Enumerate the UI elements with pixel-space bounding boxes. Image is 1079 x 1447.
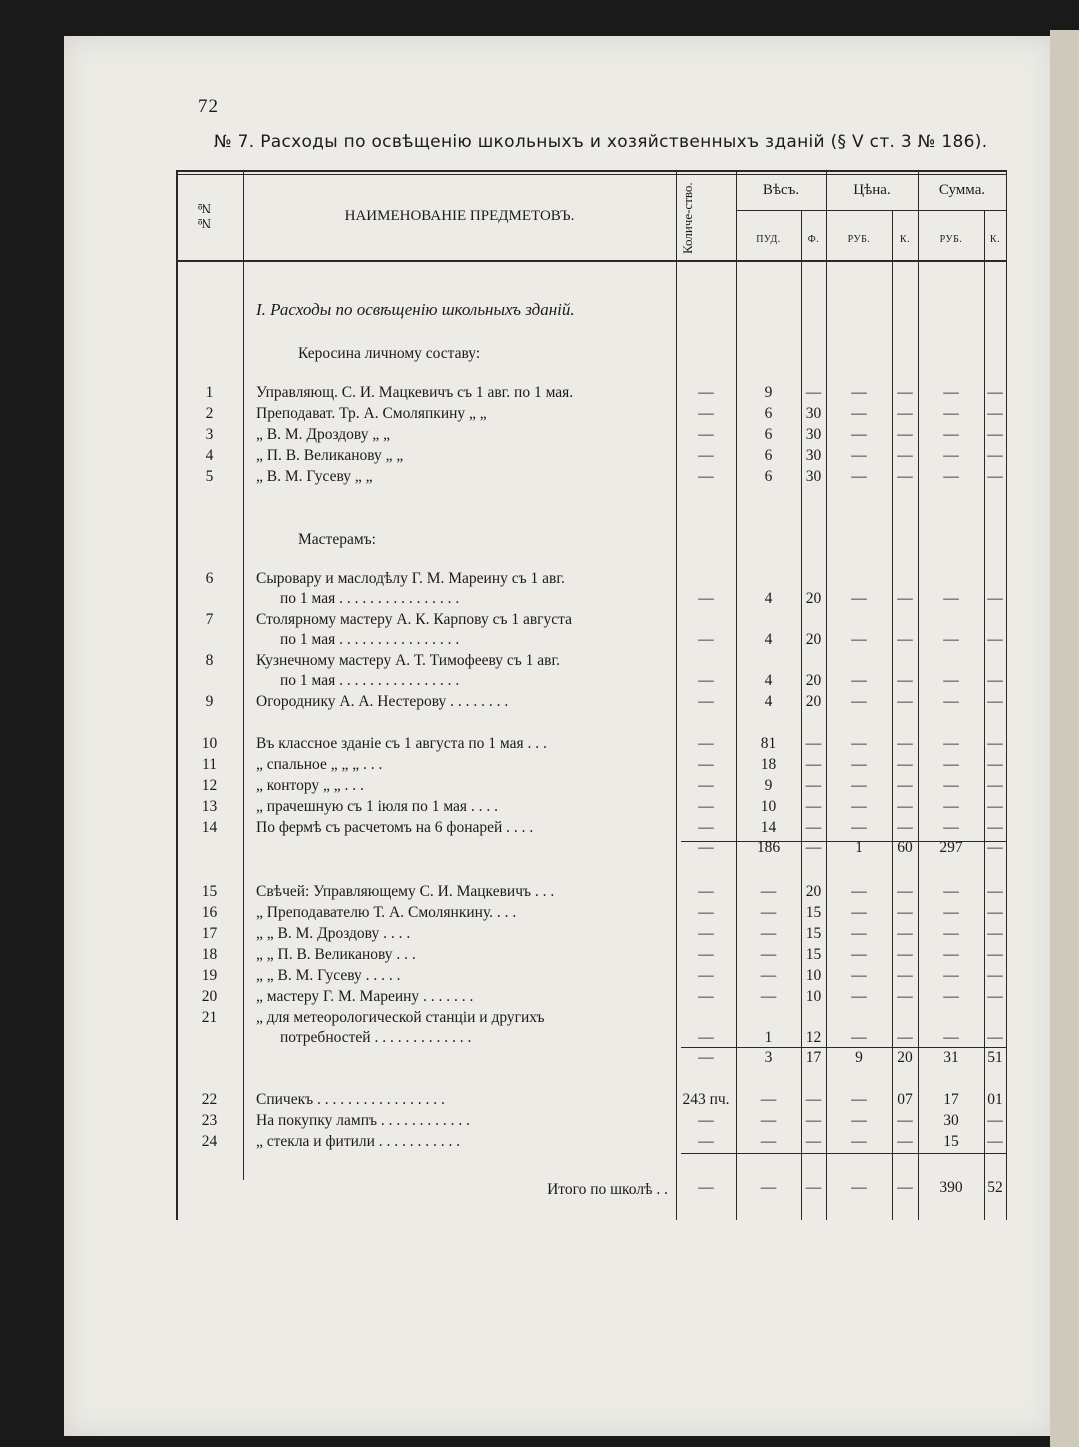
cell-q: — <box>698 1112 714 1129</box>
cell-pud: 4 <box>764 693 773 710</box>
table-title: № 7. Расходы по освѣщенію школьныхъ и хозяйственныхъ зданій (§ V ст. 3 № 186). <box>214 132 988 152</box>
total-k: — <box>897 1179 913 1196</box>
cell-rub: — <box>851 631 867 648</box>
row-number: 13 <box>201 798 218 815</box>
cell-k: — <box>897 426 913 443</box>
cell-srub: — <box>943 631 959 648</box>
cell-q: — <box>698 967 714 984</box>
cell-srub: — <box>943 904 959 921</box>
cell-f: 10 <box>805 967 822 984</box>
row-number: 17 <box>201 925 218 942</box>
cell-srub: — <box>943 819 959 836</box>
cell-k: — <box>897 1133 913 1150</box>
cell-f: — <box>805 777 822 794</box>
cell-k: — <box>897 967 913 984</box>
cell-f: — <box>805 798 822 815</box>
row-number: 23 <box>201 1112 218 1129</box>
cell-sk: — <box>987 777 1003 794</box>
header-number: №№ <box>197 200 212 230</box>
cell-k: — <box>897 777 913 794</box>
row-item-name: „ „ В. М. Гусеву . . . . . <box>256 967 401 984</box>
cell-pud: 9 <box>764 384 773 401</box>
cell-srub: — <box>943 447 959 464</box>
cell-pud: 1 <box>764 1029 773 1046</box>
cell-q: — <box>698 819 714 836</box>
cell-q: — <box>698 756 714 773</box>
total-f: — <box>805 1179 822 1196</box>
cell-rub: — <box>851 777 867 794</box>
row-item-name: „ прачешную съ 1 іюля по 1 мая . . . . <box>256 798 499 815</box>
adjacent-page-edge <box>1050 30 1079 1447</box>
cell-pud: 4 <box>764 672 773 689</box>
row-number: 19 <box>201 967 218 984</box>
cell-rub: — <box>851 967 867 984</box>
cell-q: — <box>698 946 714 963</box>
cell-q: — <box>698 447 714 464</box>
total-f: — <box>805 839 822 856</box>
cell-f: 20 <box>805 883 822 900</box>
cell-k: 07 <box>897 1091 913 1108</box>
cell-q: — <box>698 631 714 648</box>
total-srub: 31 <box>943 1049 959 1066</box>
cell-srub: — <box>943 735 959 752</box>
cell-srub: 30 <box>943 1112 959 1129</box>
cell-sk: — <box>987 384 1003 401</box>
cell-sk: — <box>987 631 1003 648</box>
cell-k: — <box>897 946 913 963</box>
cell-q: — <box>698 1029 714 1046</box>
cell-sk: — <box>987 426 1003 443</box>
cell-f: — <box>805 1091 822 1108</box>
cell-f: 10 <box>805 988 822 1005</box>
cell-q: — <box>698 426 714 443</box>
row-item-name: Въ классное зданіе съ 1 августа по 1 мая . . . <box>256 735 547 752</box>
cell-f: — <box>805 735 822 752</box>
row-number: 16 <box>201 904 218 921</box>
cell-srub: 15 <box>943 1133 959 1150</box>
row-number: 10 <box>201 735 218 752</box>
row-item-name: „ для метеорологической станціи и другихъ <box>256 1009 545 1026</box>
cell-pud: — <box>760 1133 777 1150</box>
total-sk: — <box>987 839 1003 856</box>
cell-rub: — <box>851 1112 867 1129</box>
row-number: 2 <box>205 405 214 422</box>
cell-f: 20 <box>805 590 822 607</box>
cell-q: — <box>698 904 714 921</box>
cell-rub: — <box>851 384 867 401</box>
cell-sk: — <box>987 988 1003 1005</box>
cell-rub: — <box>851 988 867 1005</box>
row-number: 4 <box>205 447 214 464</box>
cell-srub: — <box>943 883 959 900</box>
row-number: 9 <box>205 693 214 710</box>
cell-k: — <box>897 798 913 815</box>
row-item-name: Кузнечному мастеру А. Т. Тимофееву съ 1 авг. <box>256 652 560 669</box>
cell-pud: — <box>760 946 777 963</box>
cell-rub: — <box>851 590 867 607</box>
cell-rub: — <box>851 693 867 710</box>
cell-pud: — <box>760 1112 777 1129</box>
cell-f: 15 <box>805 904 822 921</box>
cell-sk: — <box>987 405 1003 422</box>
cell-pud: 6 <box>764 426 773 443</box>
cell-q: — <box>698 777 714 794</box>
header-weight: Вѣсъ. <box>762 182 800 198</box>
cell-q: — <box>698 925 714 942</box>
cell-f: — <box>805 384 822 401</box>
cell-rub: — <box>851 798 867 815</box>
row-item-name: Огороднику А. А. Нестерову . . . . . . . . <box>256 693 509 710</box>
cell-pud: 14 <box>760 819 777 836</box>
cell-f: 20 <box>805 672 822 689</box>
cell-pud: 10 <box>760 798 777 815</box>
page-number: 72 <box>198 96 219 117</box>
cell-f: 12 <box>805 1029 822 1046</box>
cell-srub: — <box>943 693 959 710</box>
cell-pud: 18 <box>760 756 777 773</box>
header-rub-price: РУБ. <box>847 234 871 245</box>
subheading-masters: Мастерамъ: <box>298 531 376 548</box>
cell-f: 15 <box>805 946 822 963</box>
cell-q: — <box>698 1133 714 1150</box>
row-item-name: По фермѣ съ расчетомъ на 6 фонарей . . . . <box>256 819 534 836</box>
cell-srub: — <box>943 798 959 815</box>
cell-srub: — <box>943 967 959 984</box>
cell-srub: — <box>943 426 959 443</box>
cell-k: — <box>897 735 913 752</box>
cell-f: — <box>805 1133 822 1150</box>
row-item-name: Свѣчей: Управляющему С. И. Мацкевичъ . . . <box>256 883 555 900</box>
cell-k: — <box>897 1029 913 1046</box>
row-number: 8 <box>205 652 214 669</box>
row-item-name-cont: по 1 мая . . . . . . . . . . . . . . . . <box>280 590 460 607</box>
cell-srub: — <box>943 777 959 794</box>
section-heading: I. Расходы по освѣщенію школьныхъ зданій. <box>256 300 575 319</box>
cell-srub: — <box>943 384 959 401</box>
cell-k: — <box>897 672 913 689</box>
row-item-name: „ В. М. Дроздову „ „ <box>256 426 390 443</box>
cell-rub: — <box>851 405 867 422</box>
cell-pud: 6 <box>764 405 773 422</box>
cell-pud: — <box>760 904 777 921</box>
cell-sk: — <box>987 819 1003 836</box>
cell-pud: — <box>760 988 777 1005</box>
row-number: 1 <box>205 384 214 401</box>
row-number: 11 <box>202 756 217 773</box>
cell-srub: — <box>943 468 959 485</box>
cell-pud: 9 <box>764 777 773 794</box>
cell-f: 20 <box>805 631 822 648</box>
cell-k: — <box>897 631 913 648</box>
row-item-name: „ П. В. Великанову „ „ <box>256 447 404 464</box>
total-q: — <box>698 1179 714 1196</box>
cell-sk: — <box>987 447 1003 464</box>
row-item-name: „ „ В. М. Дроздову . . . . <box>256 925 411 942</box>
cell-f: — <box>805 1112 822 1129</box>
total-q: — <box>698 1049 714 1066</box>
cell-f: 30 <box>805 405 822 422</box>
row-item-name: Спичекъ . . . . . . . . . . . . . . . . . <box>256 1091 445 1108</box>
header-k-price: К. <box>899 234 911 245</box>
cell-pud: 4 <box>764 590 773 607</box>
row-item-name-cont: потребностей . . . . . . . . . . . . . <box>280 1029 472 1046</box>
cell-sk: — <box>987 735 1003 752</box>
cell-k: — <box>897 384 913 401</box>
cell-sk: — <box>987 883 1003 900</box>
cell-srub: — <box>943 1029 959 1046</box>
cell-rub: — <box>851 925 867 942</box>
cell-srub: 17 <box>943 1091 959 1108</box>
row-number: 21 <box>201 1009 218 1026</box>
cell-k: — <box>897 693 913 710</box>
cell-pud: 6 <box>764 447 773 464</box>
row-item-name: „ В. М. Гусеву „ „ <box>256 468 373 485</box>
row-number: 22 <box>201 1091 218 1108</box>
row-number: 18 <box>201 946 218 963</box>
cell-q: — <box>698 468 714 485</box>
cell-rub: — <box>851 468 867 485</box>
header-f: Ф. <box>807 234 820 245</box>
cell-srub: — <box>943 756 959 773</box>
total-sk: 52 <box>987 1179 1003 1196</box>
cell-rub: — <box>851 1091 867 1108</box>
header-rub-sum: РУБ. <box>939 234 963 245</box>
row-item-name: „ „ П. В. Великанову . . . <box>256 946 416 963</box>
row-number: 5 <box>205 468 214 485</box>
cell-sk: — <box>987 967 1003 984</box>
cell-sk: — <box>987 468 1003 485</box>
cell-k: — <box>897 1112 913 1129</box>
total-rub: — <box>851 1179 867 1196</box>
cell-rub: — <box>851 883 867 900</box>
cell-k: — <box>897 883 913 900</box>
cell-srub: — <box>943 590 959 607</box>
cell-q: — <box>698 988 714 1005</box>
row-item-name: Сыровару и маслодѣлу Г. М. Мареину съ 1 авг. <box>256 570 565 587</box>
cell-srub: — <box>943 672 959 689</box>
row-number: 6 <box>205 570 214 587</box>
row-item-name: Управляющ. С. И. Мацкевичъ съ 1 авг. по 1 мая. <box>256 384 574 401</box>
row-item-name: „ контору „ „ . . . <box>256 777 364 794</box>
row-number: 20 <box>201 988 218 1005</box>
cell-pud: 6 <box>764 468 773 485</box>
cell-k: — <box>897 904 913 921</box>
row-number: 3 <box>205 426 214 443</box>
total-rub: 9 <box>855 1049 863 1066</box>
cell-q: — <box>698 405 714 422</box>
cell-k: — <box>897 756 913 773</box>
cell-q: — <box>698 883 714 900</box>
row-item-name-cont: по 1 мая . . . . . . . . . . . . . . . . <box>280 631 460 648</box>
cell-k: — <box>897 405 913 422</box>
cell-sk: — <box>987 1112 1003 1129</box>
cell-sk: — <box>987 798 1003 815</box>
cell-rub: — <box>851 1133 867 1150</box>
row-item-name-cont: по 1 мая . . . . . . . . . . . . . . . . <box>280 672 460 689</box>
cell-rub: — <box>851 1029 867 1046</box>
cell-q: — <box>698 735 714 752</box>
cell-f: — <box>805 819 822 836</box>
cell-sk: — <box>987 946 1003 963</box>
header-name: НАИМЕНОВАНІЕ ПРЕДМЕТОВЪ. <box>344 208 575 224</box>
cell-pud: 4 <box>764 631 773 648</box>
cell-sk: — <box>987 672 1003 689</box>
cell-q: — <box>698 693 714 710</box>
total-sk: 51 <box>987 1049 1003 1066</box>
cell-sk: — <box>987 904 1003 921</box>
cell-f: 20 <box>805 693 822 710</box>
header-k-sum: К. <box>989 234 1001 245</box>
total-f: 17 <box>805 1049 822 1066</box>
cell-sk: 01 <box>987 1091 1003 1108</box>
cell-rub: — <box>851 946 867 963</box>
header-quantity: Количе-ство. <box>680 182 695 254</box>
cell-q: — <box>698 798 714 815</box>
cell-srub: — <box>943 988 959 1005</box>
cell-srub: — <box>943 925 959 942</box>
row-number: 14 <box>201 819 218 836</box>
cell-sk: — <box>987 693 1003 710</box>
total-k: 60 <box>897 839 913 856</box>
cell-pud: — <box>760 883 777 900</box>
total-rub: 1 <box>855 839 863 856</box>
cell-k: — <box>897 819 913 836</box>
header-sum: Сумма. <box>938 182 986 198</box>
total-srub: 390 <box>939 1179 963 1196</box>
cell-sk: — <box>987 925 1003 942</box>
cell-rub: — <box>851 904 867 921</box>
row-item-name: „ мастеру Г. М. Мареину . . . . . . . <box>256 988 474 1005</box>
cell-f: 30 <box>805 447 822 464</box>
header-price: Цѣна. <box>853 182 891 198</box>
row-number: 12 <box>201 777 218 794</box>
subheading-kerosene: Керосина личному составу: <box>298 345 481 362</box>
row-number: 7 <box>205 611 214 628</box>
cell-pud: — <box>760 925 777 942</box>
row-item-name: „ спальное „ „ „ . . . <box>256 756 383 773</box>
total-q: — <box>698 839 714 856</box>
cell-srub: — <box>943 405 959 422</box>
total-srub: 297 <box>939 839 963 856</box>
row-item-name: Столярному мастеру А. К. Карпову съ 1 августа <box>256 611 573 628</box>
cell-f: 15 <box>805 925 822 942</box>
total-pud: — <box>760 1179 777 1196</box>
row-item-name: „ стекла и фитили . . . . . . . . . . . <box>256 1133 461 1150</box>
cell-f: — <box>805 756 822 773</box>
grand-total-label: Итого по школѣ . . <box>547 1181 668 1198</box>
cell-k: — <box>897 590 913 607</box>
cell-k: — <box>897 925 913 942</box>
cell-q: — <box>698 672 714 689</box>
row-item-name: Преподават. Тр. А. Смоляпкину „ „ <box>256 405 487 422</box>
cell-pud: — <box>760 967 777 984</box>
total-k: 20 <box>897 1049 913 1066</box>
total-pud: 186 <box>756 839 781 856</box>
cell-f: 30 <box>805 426 822 443</box>
cell-f: 30 <box>805 468 822 485</box>
cell-k: — <box>897 447 913 464</box>
cell-k: — <box>897 988 913 1005</box>
cell-rub: — <box>851 819 867 836</box>
row-item-name: На покупку лампъ . . . . . . . . . . . . <box>256 1112 471 1129</box>
cell-pud: — <box>760 1091 777 1108</box>
row-number: 15 <box>201 883 218 900</box>
row-number: 24 <box>201 1133 218 1150</box>
cell-sk: — <box>987 1029 1003 1046</box>
cell-rub: — <box>851 426 867 443</box>
total-pud: 3 <box>764 1049 773 1066</box>
cell-pud: 81 <box>760 735 777 752</box>
cell-rub: — <box>851 447 867 464</box>
cell-q: — <box>698 384 714 401</box>
cell-q: 243 пч. <box>682 1091 730 1108</box>
cell-sk: — <box>987 1133 1003 1150</box>
cell-q: — <box>698 590 714 607</box>
header-pud: ПУД. <box>756 234 781 245</box>
cell-rub: — <box>851 735 867 752</box>
cell-srub: — <box>943 946 959 963</box>
expense-table <box>176 170 1006 1220</box>
cell-rub: — <box>851 756 867 773</box>
cell-rub: — <box>851 672 867 689</box>
cell-sk: — <box>987 590 1003 607</box>
cell-k: — <box>897 468 913 485</box>
cell-sk: — <box>987 756 1003 773</box>
row-item-name: „ Преподавателю Т. А. Смолянкину. . . . <box>256 904 517 921</box>
